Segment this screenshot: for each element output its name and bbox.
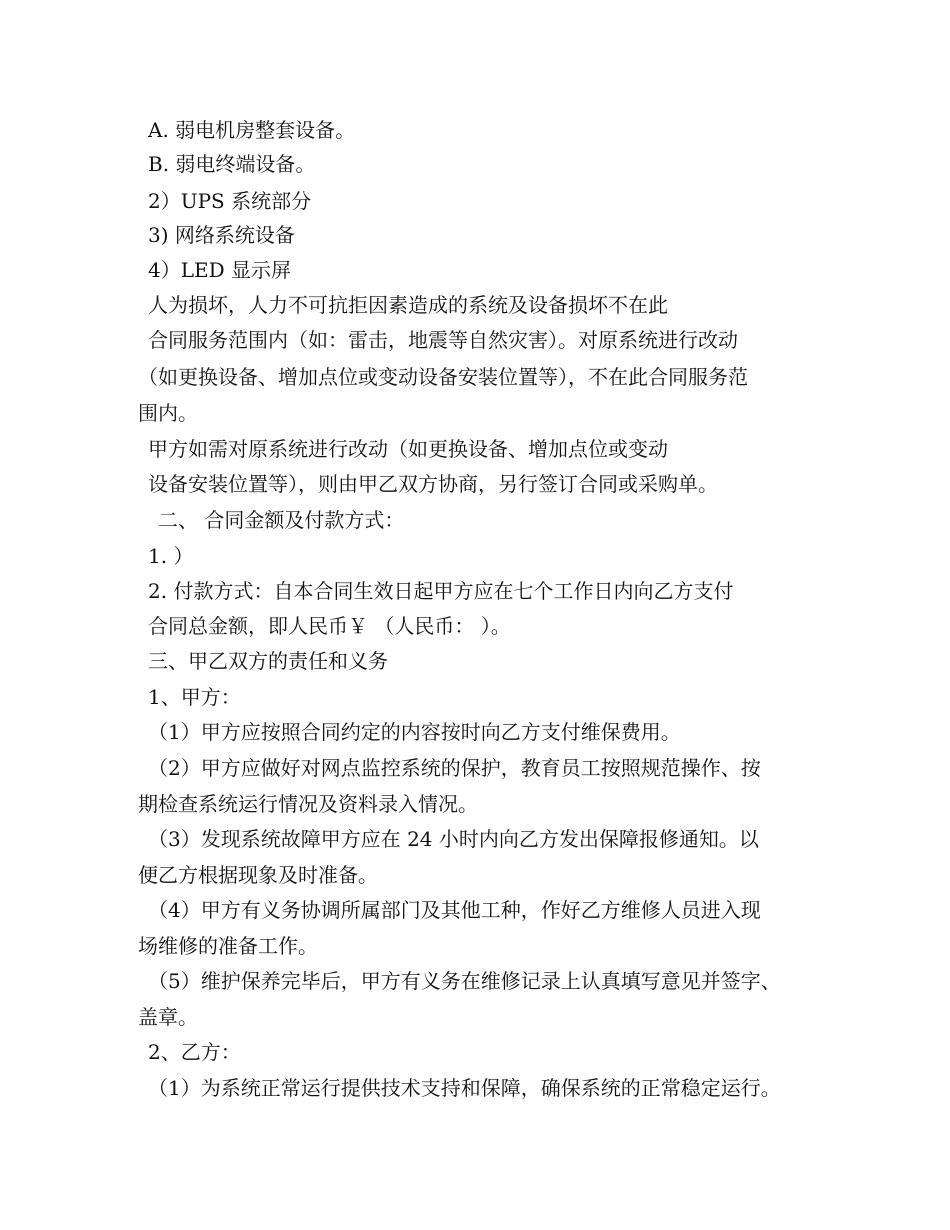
text-line: （如更换设备、增加点位或变动设备安装位置等），不在此合同服务范: [138, 365, 748, 389]
text-line: （2）甲方应做好对网点监控系统的保护，教育员工按照规范操作、按: [148, 756, 761, 780]
text-line: 设备安装位置等），则由甲乙双方协商，另行签订合同或采购单。: [148, 472, 718, 496]
text-line: （1）为系统正常运行提供技术支持和保障，确保系统的正常稳定运行。: [148, 1076, 781, 1100]
text-line: 2. 付款方式：自本合同生效日起甲方应在七个工作日内向乙方支付: [148, 579, 734, 603]
text-line: 4）LED 显示屏: [148, 258, 291, 282]
text-line: 围内。: [138, 401, 198, 425]
text-line: 盖章。: [138, 1005, 198, 1029]
text-line: 人为损坏，人力不可抗拒因素造成的系统及设备损坏不在此: [148, 293, 668, 317]
text-line: （3）发现系统故障甲方应在 24 小时内向乙方发出保障报修通知。以: [148, 827, 759, 851]
text-line: 3) 网络系统设备: [148, 223, 295, 247]
text-line: 2）UPS 系统部分: [148, 189, 312, 213]
text-line: （4）甲方有义务协调所属部门及其他工种，作好乙方维修人员进入现: [148, 898, 761, 922]
text-line: （1）甲方应按照合同约定的内容按时向乙方支付维保费用。: [148, 720, 681, 744]
text-line: 甲方如需对原系统进行改动（如更换设备、增加点位或变动: [148, 437, 668, 461]
text-line: 合同总金额，即人民币￥ （人民币： ）。: [148, 614, 511, 638]
text-line: 期检查系统运行情况及资料录入情况。: [138, 792, 478, 816]
section-heading: 二、 合同金额及付款方式：: [158, 508, 405, 532]
text-line: 1、甲方：: [148, 685, 241, 709]
text-line: 合同服务范围内（如：雷击，地震等自然灾害）。对原系统进行改动: [148, 328, 738, 352]
text-line: 场维修的准备工作。: [138, 934, 318, 958]
text-line: 便乙方根据现象及时准备。: [138, 863, 378, 887]
text-line: 2、乙方：: [148, 1040, 241, 1064]
section-heading: 三、甲乙双方的责任和义务: [148, 649, 388, 673]
text-line: A. 弱电机房整套设备。: [148, 118, 356, 142]
text-line: （5）维护保养完毕后，甲方有义务在维修记录上认真填写意见并签字、: [148, 969, 781, 993]
text-line: B. 弱电终端设备。: [148, 152, 316, 176]
text-line: 1. ）: [148, 544, 194, 568]
